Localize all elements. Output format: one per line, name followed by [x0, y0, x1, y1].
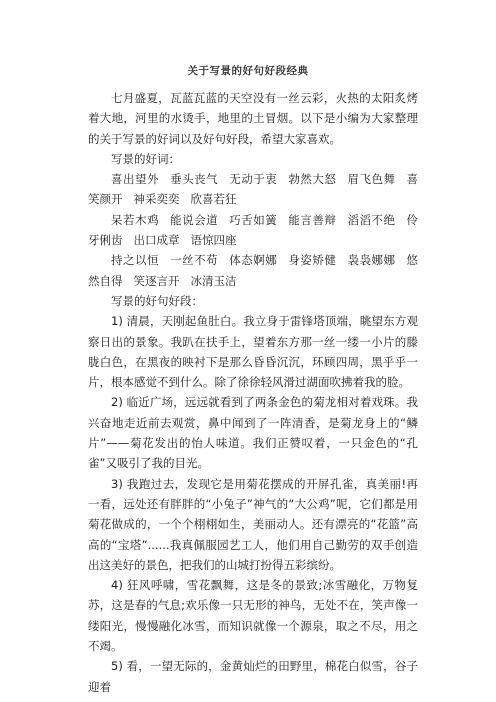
word-item: 持之以恒 — [111, 253, 160, 268]
word-item: 喜出望外 — [111, 172, 160, 187]
paragraph-1: 1) 清晨，天刚起鱼肚白。我立身于雷锋塔顶端，眺望东方观察日出的景象。我趴在扶手上，望着东方那一丝一缕一小片的滕胧白色，在黑夜的映衬下是那么昏昏沉沉，环顾四周，黑乎乎一片，根本感觉不到什么。除了徐徐轻风滑过湖面吹拂着我的脸。 — [88, 314, 418, 390]
word-item: 袅袅娜娜 — [347, 253, 396, 268]
word-item: 无动于衷 — [229, 172, 278, 187]
word-item: 垂头丧气 — [170, 172, 219, 187]
document-title: 关于写景的好句好段经典 — [187, 65, 309, 77]
word-item: 悠然自得 — [88, 253, 419, 288]
word-item: 喜笑颜开 — [88, 172, 419, 207]
words-heading: 写景的好词： — [111, 151, 180, 166]
paragraph-5: 5) 看，一望无际的，金黄灿烂的田野里，棉花白似雪，谷子迎着 — [88, 659, 418, 694]
word-item: 语惊四座 — [190, 233, 237, 248]
paragraph-2: 2) 临近广场，远远就看到了两条金色的菊龙相对着戏珠。我兴奋地走近前去观赏，鼻中闻到了一阵清香，是菊龙身上的“鳞片”——菊花发出的怡人味道。我们正赞叹着，一只金色的“孔雀”又吸引了我的目光。 — [88, 395, 418, 471]
word-list-line-3 — [88, 250, 418, 291]
word-item: 眉飞色舞 — [347, 172, 396, 187]
word-item: 冰清玉洁 — [190, 273, 237, 288]
word-item: 身姿矫健 — [288, 253, 337, 268]
word-item: 笑逐言开 — [133, 273, 180, 288]
paragraph-3: 3) 我跑过去，发现它是用菊花摆成的开屏孔雀，真美丽!再一看，远处还有胖胖的“小兔子”神气的“大公鸡”呢，它们都是用菊花做成的，一个个栩栩如生，美丽动人。还有漂亮的“花篮”高高的“宝塔”......我真佩服园艺工人，他们用自己勤劳的双手创造出这美好的景色，把我们的山城打扮得五彩缤纷。 — [88, 476, 418, 572]
word-item: 神采奕奕 — [133, 192, 180, 207]
intro-paragraph: 七月盛夏，瓦蓝瓦蓝的天空没有一丝云彩，火热的太阳炙烤着大地，河里的水烫手，地里的土冒烟。以下是小编为大家整理的关于写景的好词以及好句好段，希望大家喜欢。 — [88, 91, 418, 146]
word-item: 巧舌如簧 — [229, 212, 278, 227]
word-item: 出口成章 — [133, 233, 180, 248]
word-item: 体态婀娜 — [229, 253, 278, 268]
paragraph-4: 4) 狂风呼啸，雪花飘舞，这是冬的景致;冰雪融化，万物复苏，这是春的气息;欢乐像一只无形的神鸟，无处不在，笑声像一缕阳光，慢慢融化冰雪，而知识就像一个源泉，取之不尽，用之不竭。 — [88, 578, 418, 654]
word-item: 能说会道 — [170, 212, 219, 227]
word-item: 欣喜若狂 — [190, 192, 237, 207]
word-list-line-2 — [88, 210, 418, 251]
sentences-heading: 写景的好句好段： — [111, 293, 203, 308]
document-body — [88, 88, 418, 697]
word-item: 伶牙俐齿 — [88, 212, 419, 248]
word-item: 能言善辩 — [288, 212, 337, 227]
word-item: 呆若木鸡 — [111, 212, 160, 227]
word-list-line-1 — [88, 169, 418, 210]
word-item: 勃然大怒 — [288, 172, 337, 187]
word-item: 一丝不苟 — [170, 253, 219, 268]
word-item: 滔滔不绝 — [347, 212, 396, 227]
